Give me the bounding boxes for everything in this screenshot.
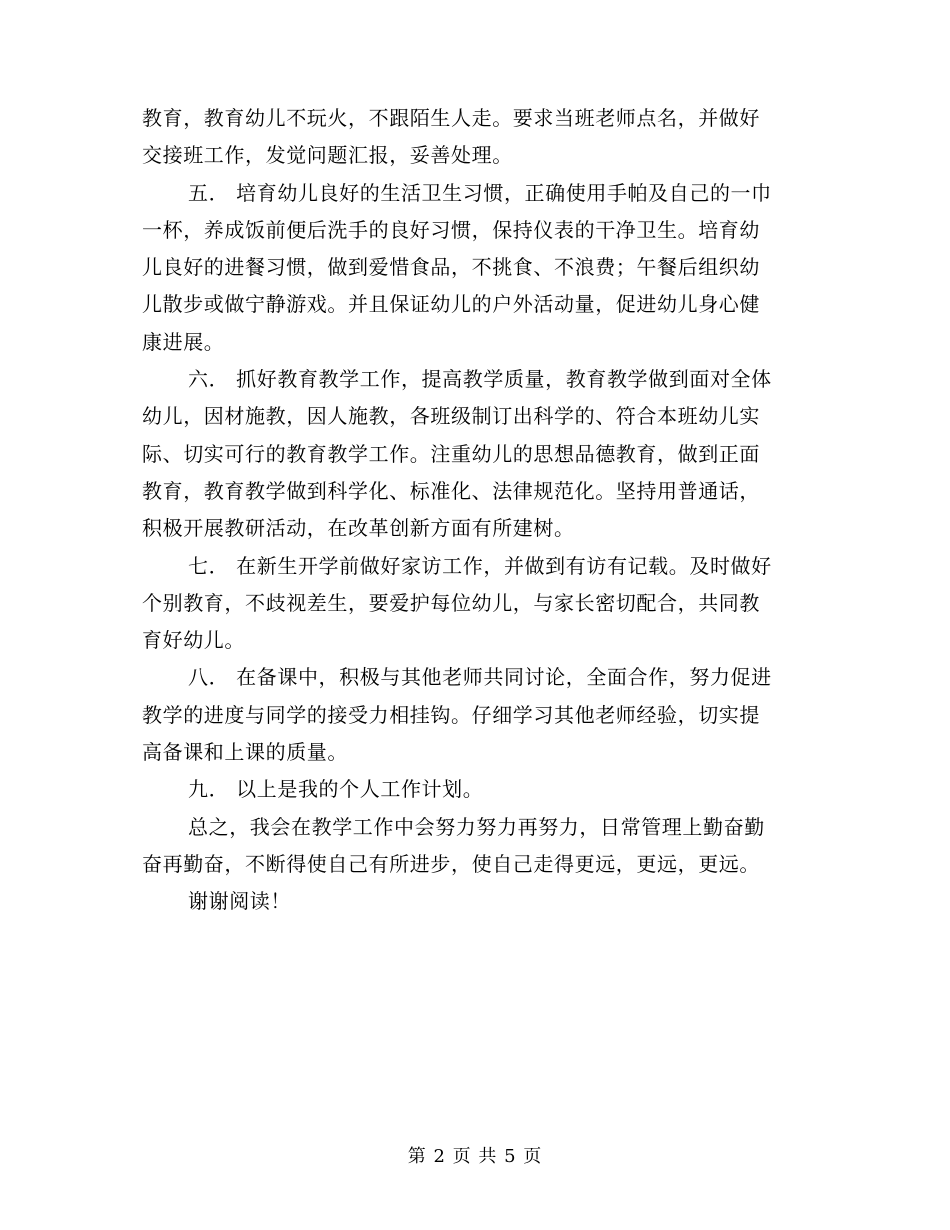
section-eight-line: 八． 在备课中，积极与其他老师共同讨论，全面合作，努力促进 [188,665,772,690]
text-line: 积极开展教研活动，在改革创新方面有所建树。 [142,516,575,541]
section-nine-line: 九． 以上是我的个人工作计划。 [188,777,484,802]
text-line: 交接班工作，发觉问题汇报，妥善处理。 [142,143,513,168]
conclusion-line: 总之，我会在教学工作中会努力努力再努力，日常管理上勤奋勤 [188,814,765,839]
text-line: 个别教育，不歧视差生，要爱护每位幼儿，与家长密切配合，共同教 [142,590,760,615]
text-line: 育好幼儿。 [142,628,245,653]
text-line: 教育，教育教学做到科学化、标准化、法律规范化。坚持用普通话， [142,478,760,503]
text-line: 幼儿，因材施教，因人施教，各班级制订出科学的、符合本班幼儿实 [142,404,760,429]
thanks-line: 谢谢阅读！ [188,889,291,914]
document-body [142,100,814,921]
text-line: 儿良好的进餐习惯，做到爱惜食品，不挑食、不浪费；午餐后组织幼 [142,255,760,280]
text-line: 高备课和上课的质量。 [142,740,348,765]
text-line: 教育，教育幼儿不玩火，不跟陌生人走。要求当班老师点名，并做好 [142,106,760,130]
text-line: 际、切实可行的教育教学工作。注重幼儿的思想品德教育，做到正面 [142,441,760,466]
page-number-footer: 第 2 页 共 5 页 [407,1146,543,1167]
section-six-line: 六． 抓好教育教学工作，提高教学质量，教育教学做到面对全体 [188,367,772,392]
text-line: 一杯，养成饭前便后洗手的良好习惯，保持仪表的干净卫生。培育幼 [142,217,760,242]
text-line: 儿散步或做宁静游戏。并且保证幼儿的户外活动量，促进幼儿身心健 [142,292,760,317]
text-line: 康进展。 [142,329,225,354]
section-seven-line: 七． 在新生开学前做好家访工作，并做到有访有记载。及时做好 [188,553,772,578]
section-five-line: 五． 培育幼儿良好的生活卫生习惯，正确使用手帕及自己的一巾 [188,180,772,205]
text-line: 教学的进度与同学的接受力相挂钩。仔细学习其他老师经验，切实提 [142,702,760,727]
text-line: 奋再勤奋，不断得使自己有所进步，使自己走得更远，更远，更远。 [142,851,760,876]
